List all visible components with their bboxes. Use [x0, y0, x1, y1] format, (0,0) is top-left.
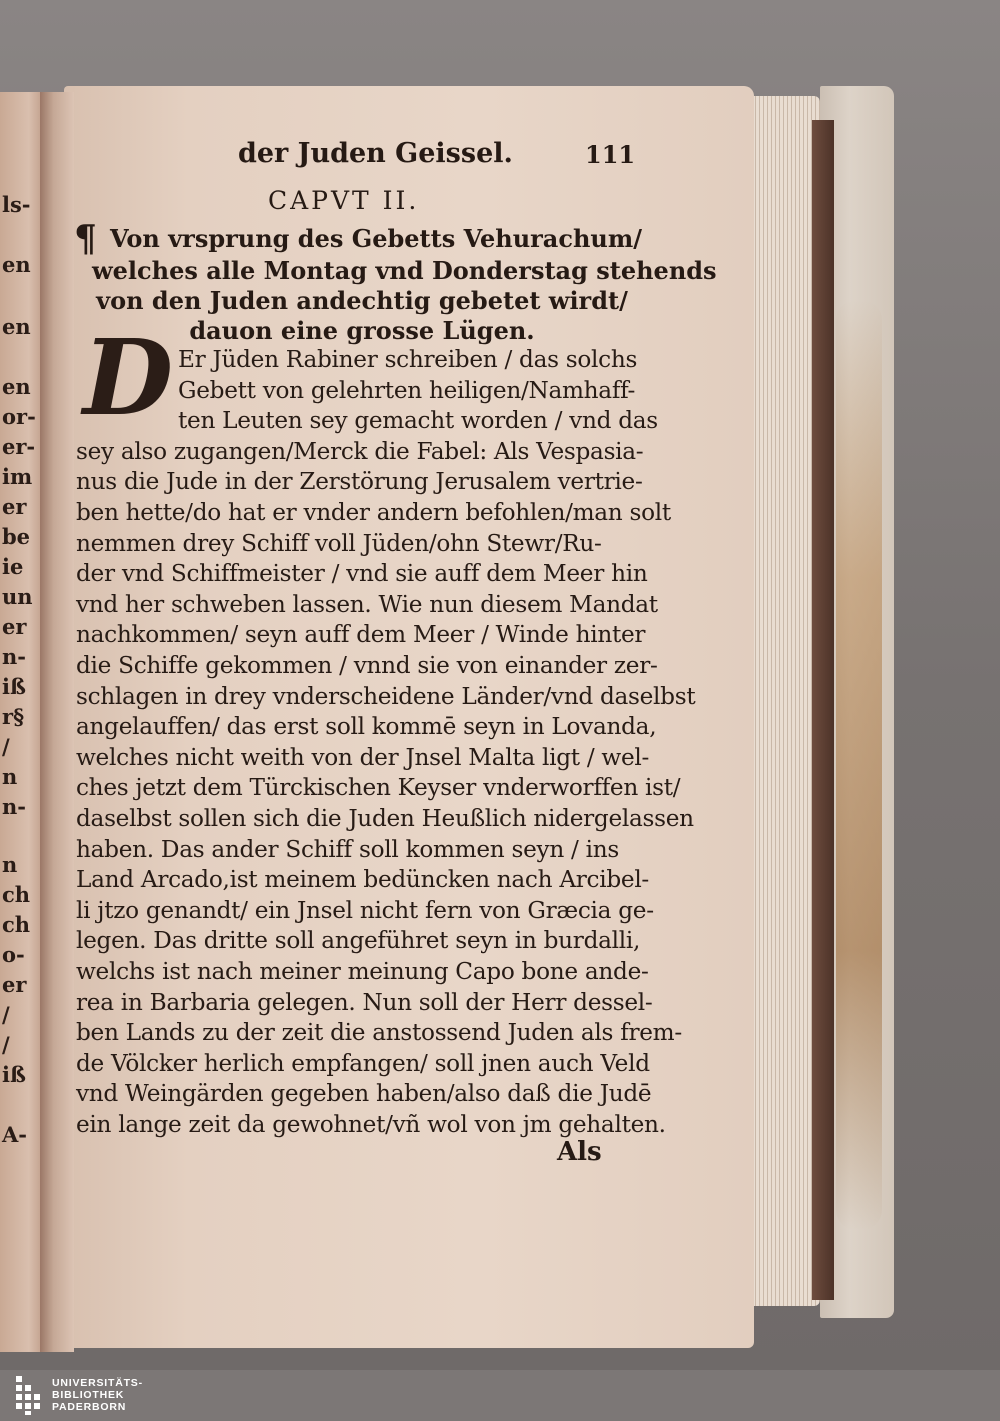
- body-text-line: de Völcker herlich empfangen/ soll jnen auch Veld: [76, 1049, 650, 1077]
- body-text-line: ten Leuten sey gemacht worden / vnd das: [178, 407, 658, 435]
- footer-institution-line: UNIVERSITÄTS-: [52, 1377, 143, 1389]
- body-text-line: welches nicht weith von der Jnsel Malta ligt / wel-: [76, 743, 650, 771]
- university-library-logo-icon: [14, 1374, 46, 1416]
- footer-bar: [0, 1370, 1000, 1421]
- body-text-line: sey also zugangen/Merck die Fabel: Als Vespasia-: [76, 437, 644, 465]
- page-edge-shadow: [812, 120, 834, 1300]
- left-page-fragment: en: [2, 374, 31, 399]
- body-text-line: vnd Weingärden gegeben haben/also daß die Judē: [76, 1080, 652, 1108]
- body-text-line: die Schiffe gekommen / vnnd sie von einander zer-: [76, 652, 658, 679]
- left-page-fragment: iß: [2, 674, 26, 699]
- left-page-fragment: n: [2, 764, 18, 789]
- left-page-fragment: ch: [2, 912, 31, 937]
- left-page-fragment: ls-: [2, 192, 31, 217]
- body-text-line: ben Lands zu der zeit die anstossend Juden als frem-: [76, 1019, 682, 1047]
- body-text-line: legen. Das dritte soll angeführet seyn in burdalli,: [76, 927, 641, 955]
- body-text-line: schlagen in drey vnderscheidene Länder/vnd daselbst: [76, 682, 696, 710]
- body-text-line: nachkommen/ seyn auff dem Meer / Winde hinter: [76, 621, 646, 649]
- cover-stain: [836, 300, 882, 1230]
- left-page-fragment: /: [2, 734, 10, 759]
- left-page-fragment: n: [2, 852, 18, 877]
- left-page-fragment: er: [2, 614, 27, 639]
- footer-institution-line: BIBLIOTHEK: [52, 1389, 125, 1401]
- left-page-fragment: r§: [2, 704, 25, 729]
- body-text-line: li jtzo genandt/ ein Jnsel nicht fern von Græcia ge-: [76, 896, 654, 924]
- chapter-heading-line: Von vrsprung des Gebetts Vehurachum/: [110, 224, 643, 253]
- drop-cap: D: [82, 316, 174, 439]
- book-gutter: [40, 92, 74, 1352]
- left-page-fragment: ie: [2, 554, 24, 579]
- left-page-fragment: en: [2, 252, 31, 277]
- left-page-fragment: n-: [2, 644, 26, 669]
- left-page-fragment: /: [2, 1002, 10, 1027]
- footer-institution-line: PADERBORN: [52, 1401, 127, 1413]
- left-page-fragment: iß: [2, 1062, 26, 1087]
- left-page-fragment: en: [2, 314, 31, 339]
- left-page-fragment: A-: [2, 1122, 28, 1147]
- body-text-line: Land Arcado,ist meinem bedüncken nach Arcibel-: [76, 866, 649, 894]
- chapter-heading-line: welches alle Montag vnd Donderstag stehends: [92, 256, 717, 285]
- left-page-fragment: o-: [2, 942, 25, 967]
- body-text-line: angelauffen/ das erst soll kommē seyn in Lovanda,: [76, 713, 657, 741]
- body-text-line: daselbst sollen sich die Juden Heußlich nidergelassen: [76, 805, 694, 832]
- left-page-fragment: im: [2, 464, 33, 489]
- chapter-heading-line: von den Juden andechtig gebetet wirdt/: [96, 286, 628, 315]
- chapter-heading-line: dauon eine grosse Lügen.: [189, 316, 535, 345]
- body-text-line: ches jetzt dem Türckischen Keyser vnderworffen ist/: [76, 774, 681, 802]
- left-page-fragment: n-: [2, 794, 26, 819]
- left-page-fragment: or-: [2, 404, 36, 429]
- page-number: 111: [585, 140, 636, 169]
- left-page-fragment: er-: [2, 434, 36, 459]
- left-page-fragment: er: [2, 972, 27, 997]
- running-header: der Juden Geissel.: [238, 138, 513, 169]
- body-text-line: rea in Barbaria gelegen. Nun soll der Herr dessel-: [76, 988, 653, 1016]
- body-text-line: ein lange zeit da gewohnet/vñ wol von jm gehalten.: [76, 1111, 666, 1138]
- left-page-fragment: ch: [2, 882, 31, 907]
- left-page-fragment: be: [2, 524, 31, 549]
- body-text-line: vnd her schweben lassen. Wie nun diesem Mandat: [76, 590, 658, 618]
- body-text-line: welchs ist nach meiner meinung Capo bone ande-: [76, 958, 649, 985]
- left-page-fragment: /: [2, 1032, 10, 1057]
- chapter-title: CAPVT II.: [268, 186, 420, 215]
- catchword: Als: [557, 1137, 602, 1167]
- body-text-line: haben. Das ander Schiff soll kommen seyn / ins: [76, 835, 619, 863]
- body-text-line: nemmen drey Schiff voll Jüden/ohn Stewr/Ru-: [76, 529, 602, 557]
- left-page-fragment: er: [2, 494, 27, 519]
- body-text-line: Er Jüden Rabiner schreiben / das solchs: [178, 346, 638, 373]
- body-text-line: der vnd Schiffmeister / vnd sie auff dem Meer hin: [76, 560, 648, 588]
- body-text-line: ben hette/do hat er vnder andern befohlen/man solt: [76, 499, 671, 526]
- left-page-fragment: un: [2, 584, 33, 609]
- body-text-line: nus die Jude in der Zerstörung Jerusalem vertrie-: [76, 468, 643, 496]
- paragraph-mark-icon: ¶: [74, 218, 97, 260]
- body-text-line: Gebett von gelehrten heiligen/Namhaff-: [178, 376, 636, 404]
